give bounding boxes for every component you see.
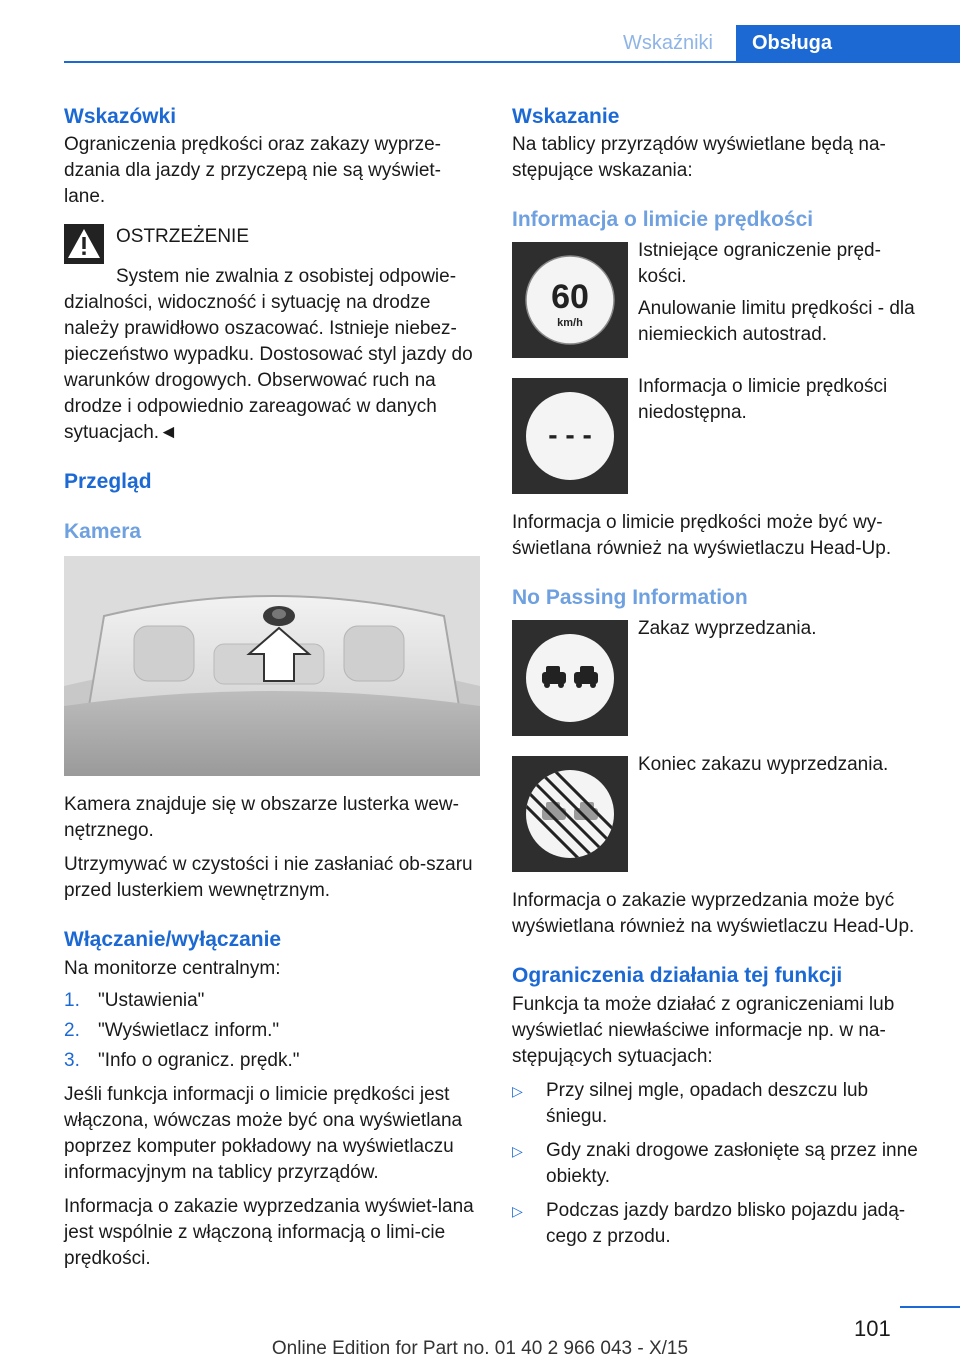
camera-illustration [64, 556, 480, 776]
heading-wskazanie: Wskazanie [512, 105, 620, 128]
sign-unit: km/h [557, 317, 583, 329]
text-koniec-zakazu: Koniec zakazu wyprzedzania. [638, 754, 889, 775]
end-no-passing-description [638, 756, 888, 872]
no-passing-sign [512, 620, 628, 736]
list-item [512, 1078, 924, 1130]
list-item [512, 1138, 924, 1190]
text-jesli: Jeśli funkcja informacji o limicie prędkości jest włączona, wówczas może być ona wyświetlana poprzez komputer pokładowy na wyświetlaczu informacyjnym na tablicy przyrządów. [64, 1084, 463, 1183]
text-istniejace: Istniejące ograniczenie pręd-kości. [638, 240, 881, 287]
left-column [64, 104, 482, 1272]
warning-text: System nie zwalnia z osobistej odpowie-dzialności, widoczność i sytuację na drodze należy prawidłowo oszacować. Istnieje niebez-pieczeństwo wypadku. Dostosować styl jazdy do warunków drogowych. Obserwować ruch na drodze i odpowiednio zareagować w danych sytuacjach.◄ [64, 266, 473, 443]
sign-row-60 [512, 242, 924, 358]
warning-block [64, 226, 482, 264]
text-kamera-1: Kamera znajduje się w obszarze lusterka wew-nętrznego. [64, 794, 459, 841]
footer-rule [900, 1306, 960, 1308]
step-number: 3. [64, 1050, 80, 1071]
sign-dashes: - - - [548, 419, 592, 450]
end-no-passing-sign [512, 756, 628, 872]
heading-kamera: Kamera [64, 520, 142, 543]
text-kamera-2: Utrzymywać w czystości i nie zasłaniać ob-szaru przed lusterkiem wewnętrznym. [64, 854, 473, 901]
text-wskazowki: Ograniczenia prędkości oraz zakazy wyprze-dzania dla jazdy z przyczepą nie są wyświet-lane. [64, 134, 442, 207]
steps-list [64, 988, 482, 1074]
tab-obsluga[interactable]: Obsługa [736, 25, 960, 61]
warning-title: OSTRZEŻENIE [116, 226, 250, 247]
sign-60-description [638, 242, 924, 358]
text-zakaz-wyprzedzania: Zakaz wyprzedzania. [638, 618, 817, 639]
speed-limit-unavailable-sign [512, 378, 628, 494]
step-text: "Ustawienia" [98, 990, 205, 1011]
sign-row-end-no-passing [512, 756, 924, 872]
speed-limit-60-sign [512, 242, 628, 358]
step-number: 2. [64, 1020, 80, 1041]
text-ograniczenia: Funkcja ta może działać z ograniczeniami lub wyświetlać niewłaściwe informacje np. w na-stępujących sytuacjach: [512, 994, 895, 1067]
step-text: "Info o ogranicz. prędk." [98, 1050, 300, 1071]
text-anulowanie: Anulowanie limitu prędkości - dla niemieckich autostrad. [638, 298, 915, 345]
sign-row-no-passing [512, 620, 924, 736]
triangle-bullet-icon: ▷ [512, 1083, 523, 1099]
bullet-text: Podczas jazdy bardzo blisko pojazdu jadą-cego z przodu. [546, 1200, 906, 1247]
sign-number: 60 [551, 278, 589, 316]
page-number: 101 [854, 1316, 891, 1341]
bullet-text: Przy silnej mgle, opadach deszczu lub śniegu. [546, 1080, 869, 1127]
text-niedostepna: Informacja o limicie prędkości niedostępna. [638, 376, 888, 423]
triangle-bullet-icon: ▷ [512, 1143, 523, 1159]
header-rule [64, 61, 960, 63]
limitations-list [512, 1078, 924, 1250]
tab-wskazniki[interactable]: Wskaźniki [600, 25, 736, 61]
sign-row-dash [512, 378, 924, 494]
heading-limit: Informacja o limicie prędkości [512, 208, 814, 231]
text-wskazanie: Na tablicy przyrządów wyświetlane będą na-stępujące wskazania: [512, 134, 886, 181]
online-edition-note: Online Edition for Part no. 01 40 2 966 043 - X/15 [271, 1338, 689, 1359]
step-text: "Wyświetlacz inform." [98, 1020, 280, 1041]
step-number: 1. [64, 990, 80, 1011]
text-monitor: Na monitorze centralnym: [64, 958, 281, 979]
text-headup-1: Informacja o limicie prędkości może być wy-świetlana również na wyświetlaczu Head-Up. [512, 512, 892, 559]
list-item [64, 988, 482, 1014]
list-item [64, 1018, 482, 1044]
car-interior-image [64, 556, 480, 776]
bullet-text: Gdy znaki drogowe zasłonięte są przez inne obiekty. [546, 1140, 918, 1187]
list-item [512, 1198, 924, 1250]
heading-wskazowki: Wskazówki [64, 105, 177, 128]
triangle-bullet-icon: ▷ [512, 1203, 523, 1219]
text-headup-2: Informacja o zakazie wyprzedzania może być wyświetlana również na wyświetlaczu Head-Up. [512, 890, 915, 937]
heading-no-passing: No Passing Information [512, 586, 748, 609]
list-item [64, 1048, 482, 1074]
warning-triangle-icon [64, 224, 104, 264]
no-passing-description [638, 620, 816, 736]
heading-przeglad: Przegląd [64, 470, 152, 493]
text-zakaz-info: Informacja o zakazie wyprzedzania wyświet-lana jest wspólnie z włączoną informacją o limi-cie prędkości. [64, 1196, 474, 1269]
heading-wlaczanie: Włączanie/wyłączanie [64, 928, 282, 951]
sign-dash-description [638, 378, 924, 494]
heading-ograniczenia: Ograniczenia działania tej funkcji [512, 964, 843, 987]
right-column [512, 104, 924, 1250]
